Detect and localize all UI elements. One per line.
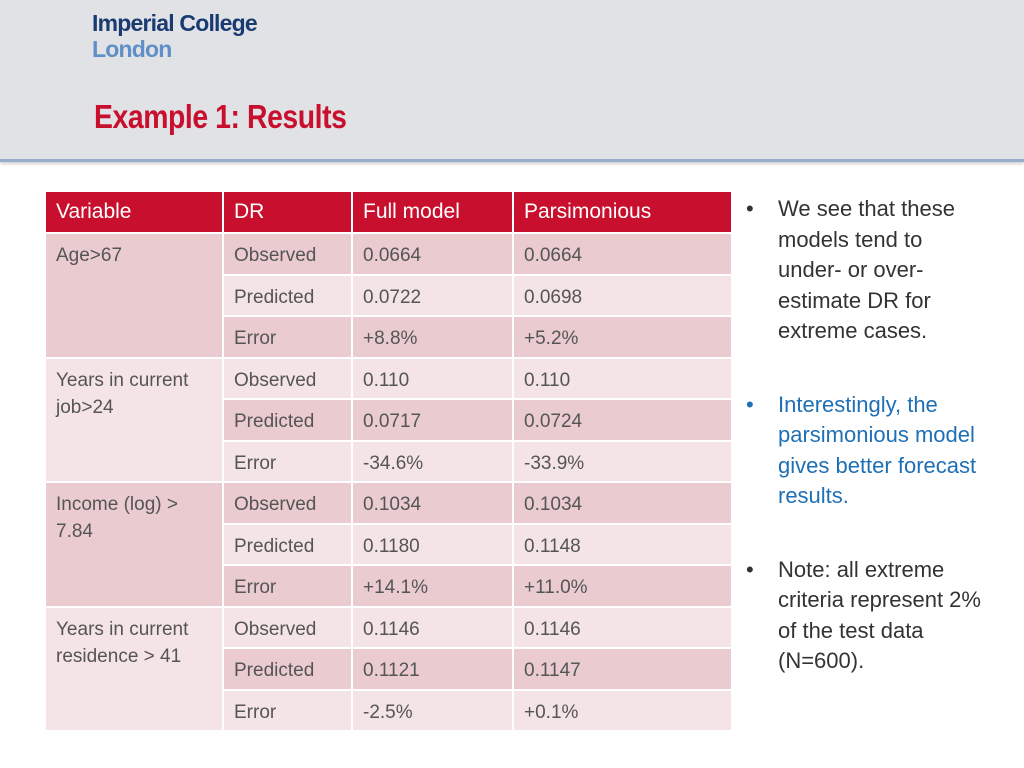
dr-cell: Predicted xyxy=(223,524,352,566)
full-model-cell: -34.6% xyxy=(352,441,513,483)
header-full-model: Full model xyxy=(352,191,513,233)
parsimonious-cell: 0.1034 xyxy=(513,482,732,524)
bullet-text: Interestingly, the parsimonious model gives better forecast results. xyxy=(778,391,977,508)
dr-cell: Observed xyxy=(223,233,352,275)
table-header-row xyxy=(45,191,732,233)
full-model-cell: -2.5% xyxy=(352,690,513,732)
logo-line1: Imperial College xyxy=(92,10,257,36)
table-row xyxy=(45,233,732,275)
dr-cell: Predicted xyxy=(223,275,352,317)
bullet-item xyxy=(746,555,986,677)
bullet-item xyxy=(746,194,986,347)
bullet-list xyxy=(746,194,986,720)
imperial-college-logo xyxy=(92,10,257,62)
variable-cell: Age>67 xyxy=(45,233,223,358)
full-model-cell: 0.0664 xyxy=(352,233,513,275)
dr-cell: Error xyxy=(223,565,352,607)
full-model-cell: 0.1121 xyxy=(352,648,513,690)
parsimonious-cell: 0.1148 xyxy=(513,524,732,566)
header-parsimonious: Parsimonious xyxy=(513,191,732,233)
bullet-item-highlight xyxy=(746,390,986,512)
parsimonious-cell: +5.2% xyxy=(513,316,732,358)
bullet-dot-icon: • xyxy=(746,391,754,417)
results-table xyxy=(44,190,733,732)
variable-cell: Years in current job>24 xyxy=(45,358,223,483)
bullet-dot-icon: • xyxy=(746,556,754,582)
table-row xyxy=(45,482,732,524)
dr-cell: Error xyxy=(223,316,352,358)
variable-cell: Income (log) > 7.84 xyxy=(45,482,223,607)
table-row xyxy=(45,607,732,649)
full-model-cell: 0.1180 xyxy=(352,524,513,566)
slide-title: Example 1: Results xyxy=(94,98,347,135)
dr-cell: Predicted xyxy=(223,648,352,690)
table-row xyxy=(45,358,732,400)
parsimonious-cell: 0.0664 xyxy=(513,233,732,275)
parsimonious-cell: +11.0% xyxy=(513,565,732,607)
full-model-cell: +14.1% xyxy=(352,565,513,607)
bullet-dot-icon: • xyxy=(746,196,754,221)
parsimonious-cell: 0.110 xyxy=(513,358,732,400)
full-model-cell: 0.1146 xyxy=(352,607,513,649)
dr-cell: Observed xyxy=(223,358,352,400)
variable-cell: Years in current residence > 41 xyxy=(45,607,223,732)
bullet-text: We see that these models tend to under- or over- estimate DR for extreme cases. xyxy=(778,196,955,343)
parsimonious-cell: -33.9% xyxy=(513,441,732,483)
dr-cell: Error xyxy=(223,690,352,732)
dr-cell: Predicted xyxy=(223,399,352,441)
header-dr: DR xyxy=(223,191,352,233)
parsimonious-cell: 0.1146 xyxy=(513,607,732,649)
parsimonious-cell: 0.0724 xyxy=(513,399,732,441)
slide-header xyxy=(0,0,1024,162)
bullet-text: Note: all extreme criteria represent 2% of the test data (N=600). xyxy=(778,556,981,673)
full-model-cell: +8.8% xyxy=(352,316,513,358)
parsimonious-cell: 0.1147 xyxy=(513,648,732,690)
dr-cell: Error xyxy=(223,441,352,483)
full-model-cell: 0.1034 xyxy=(352,482,513,524)
dr-cell: Observed xyxy=(223,482,352,524)
full-model-cell: 0.0722 xyxy=(352,275,513,317)
parsimonious-cell: 0.0698 xyxy=(513,275,732,317)
full-model-cell: 0.0717 xyxy=(352,399,513,441)
logo-line2: London xyxy=(92,36,172,62)
parsimonious-cell: +0.1% xyxy=(513,690,732,732)
full-model-cell: 0.110 xyxy=(352,358,513,400)
header-variable: Variable xyxy=(45,191,223,233)
dr-cell: Observed xyxy=(223,607,352,649)
